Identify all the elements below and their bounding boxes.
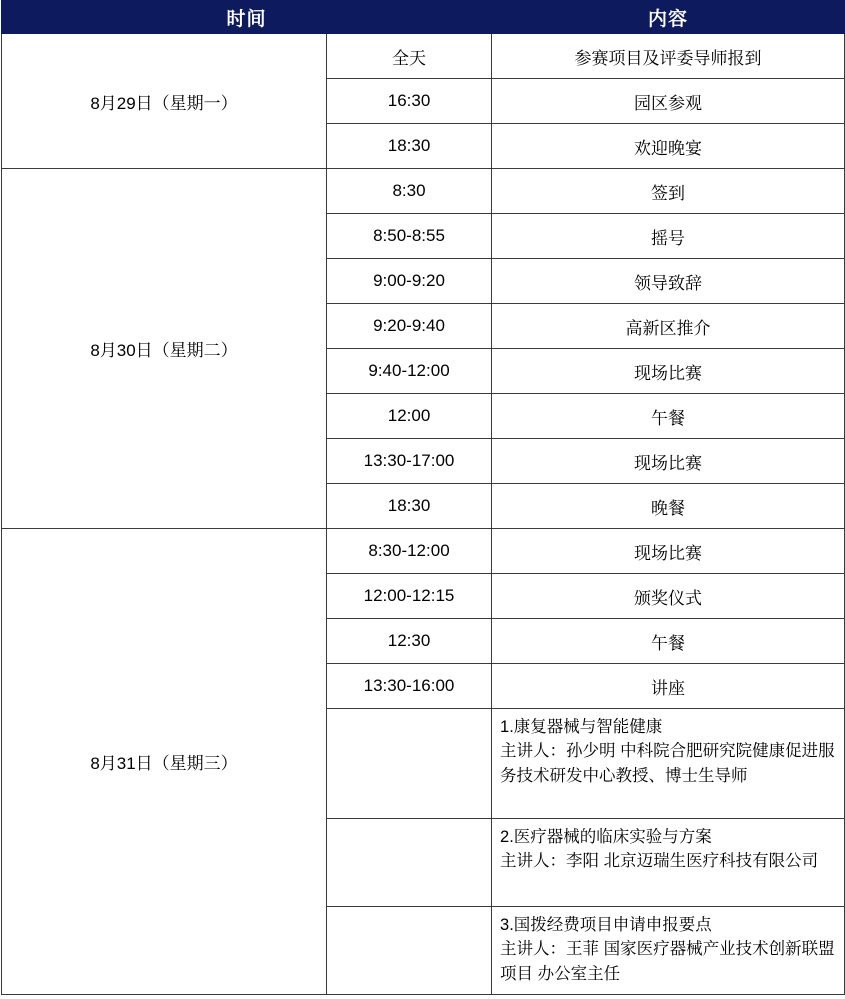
day-cell: 8月30日（星期二） [2, 169, 327, 529]
time-cell: 18:30 [327, 484, 492, 529]
time-cell: 13:30-17:00 [327, 439, 492, 484]
time-cell: 8:30 [327, 169, 492, 214]
content-cell: 现场比赛 [492, 349, 845, 394]
time-cell [327, 819, 492, 907]
content-cell: 参赛项目及评委导师报到 [492, 34, 845, 79]
day-cell: 8月31日（星期三） [2, 529, 327, 995]
content-cell: 晚餐 [492, 484, 845, 529]
content-cell: 摇号 [492, 214, 845, 259]
content-cell: 讲座 [492, 664, 845, 709]
lecture-speaker: 主讲人：王菲 国家医疗器械产业技术创新联盟项目 办公室主任 [500, 940, 835, 983]
time-cell: 9:20-9:40 [327, 304, 492, 349]
content-cell: 园区参观 [492, 79, 845, 124]
column-header-content: 内容 [492, 1, 845, 34]
table-header [2, 1, 845, 34]
time-cell: 9:00-9:20 [327, 259, 492, 304]
time-cell: 12:00 [327, 394, 492, 439]
lecture-title: 1.康复器械与智能健康 [500, 718, 663, 736]
content-cell: 颁奖仪式 [492, 574, 845, 619]
table-header-row [2, 1, 845, 34]
time-cell [327, 907, 492, 995]
content-cell [492, 819, 845, 907]
day-cell: 8月29日（星期一） [2, 34, 327, 169]
content-cell [492, 907, 845, 995]
content-cell: 现场比赛 [492, 529, 845, 574]
time-cell: 16:30 [327, 79, 492, 124]
schedule-table [1, 0, 845, 995]
content-cell: 午餐 [492, 619, 845, 664]
content-cell: 高新区推介 [492, 304, 845, 349]
time-cell: 9:40-12:00 [327, 349, 492, 394]
time-cell: 8:50-8:55 [327, 214, 492, 259]
table-row [2, 34, 845, 79]
content-cell: 欢迎晚宴 [492, 124, 845, 169]
time-cell [327, 709, 492, 819]
time-cell: 全天 [327, 34, 492, 79]
content-cell [492, 709, 845, 819]
lecture-speaker: 主讲人：李阳 北京迈瑞生医疗科技有限公司 [500, 852, 819, 871]
time-cell: 18:30 [327, 124, 492, 169]
content-cell: 签到 [492, 169, 845, 214]
content-cell: 午餐 [492, 394, 845, 439]
time-cell: 13:30-16:00 [327, 664, 492, 709]
lecture-title: 2.医疗器械的临床实验与方案 [500, 828, 712, 846]
lecture-speaker: 主讲人：孙少明 中科院合肥研究院健康促进服务技术研发中心教授、博士生导师 [500, 742, 835, 785]
time-cell: 12:30 [327, 619, 492, 664]
lecture-title: 3.国拨经费项目申请申报要点 [500, 916, 712, 934]
column-header-time: 时间 [2, 1, 492, 34]
time-cell: 12:00-12:15 [327, 574, 492, 619]
content-cell: 领导致辞 [492, 259, 845, 304]
table-row [2, 169, 845, 214]
table-row [2, 529, 845, 574]
time-cell: 8:30-12:00 [327, 529, 492, 574]
table-body [2, 34, 845, 995]
content-cell: 现场比赛 [492, 439, 845, 484]
